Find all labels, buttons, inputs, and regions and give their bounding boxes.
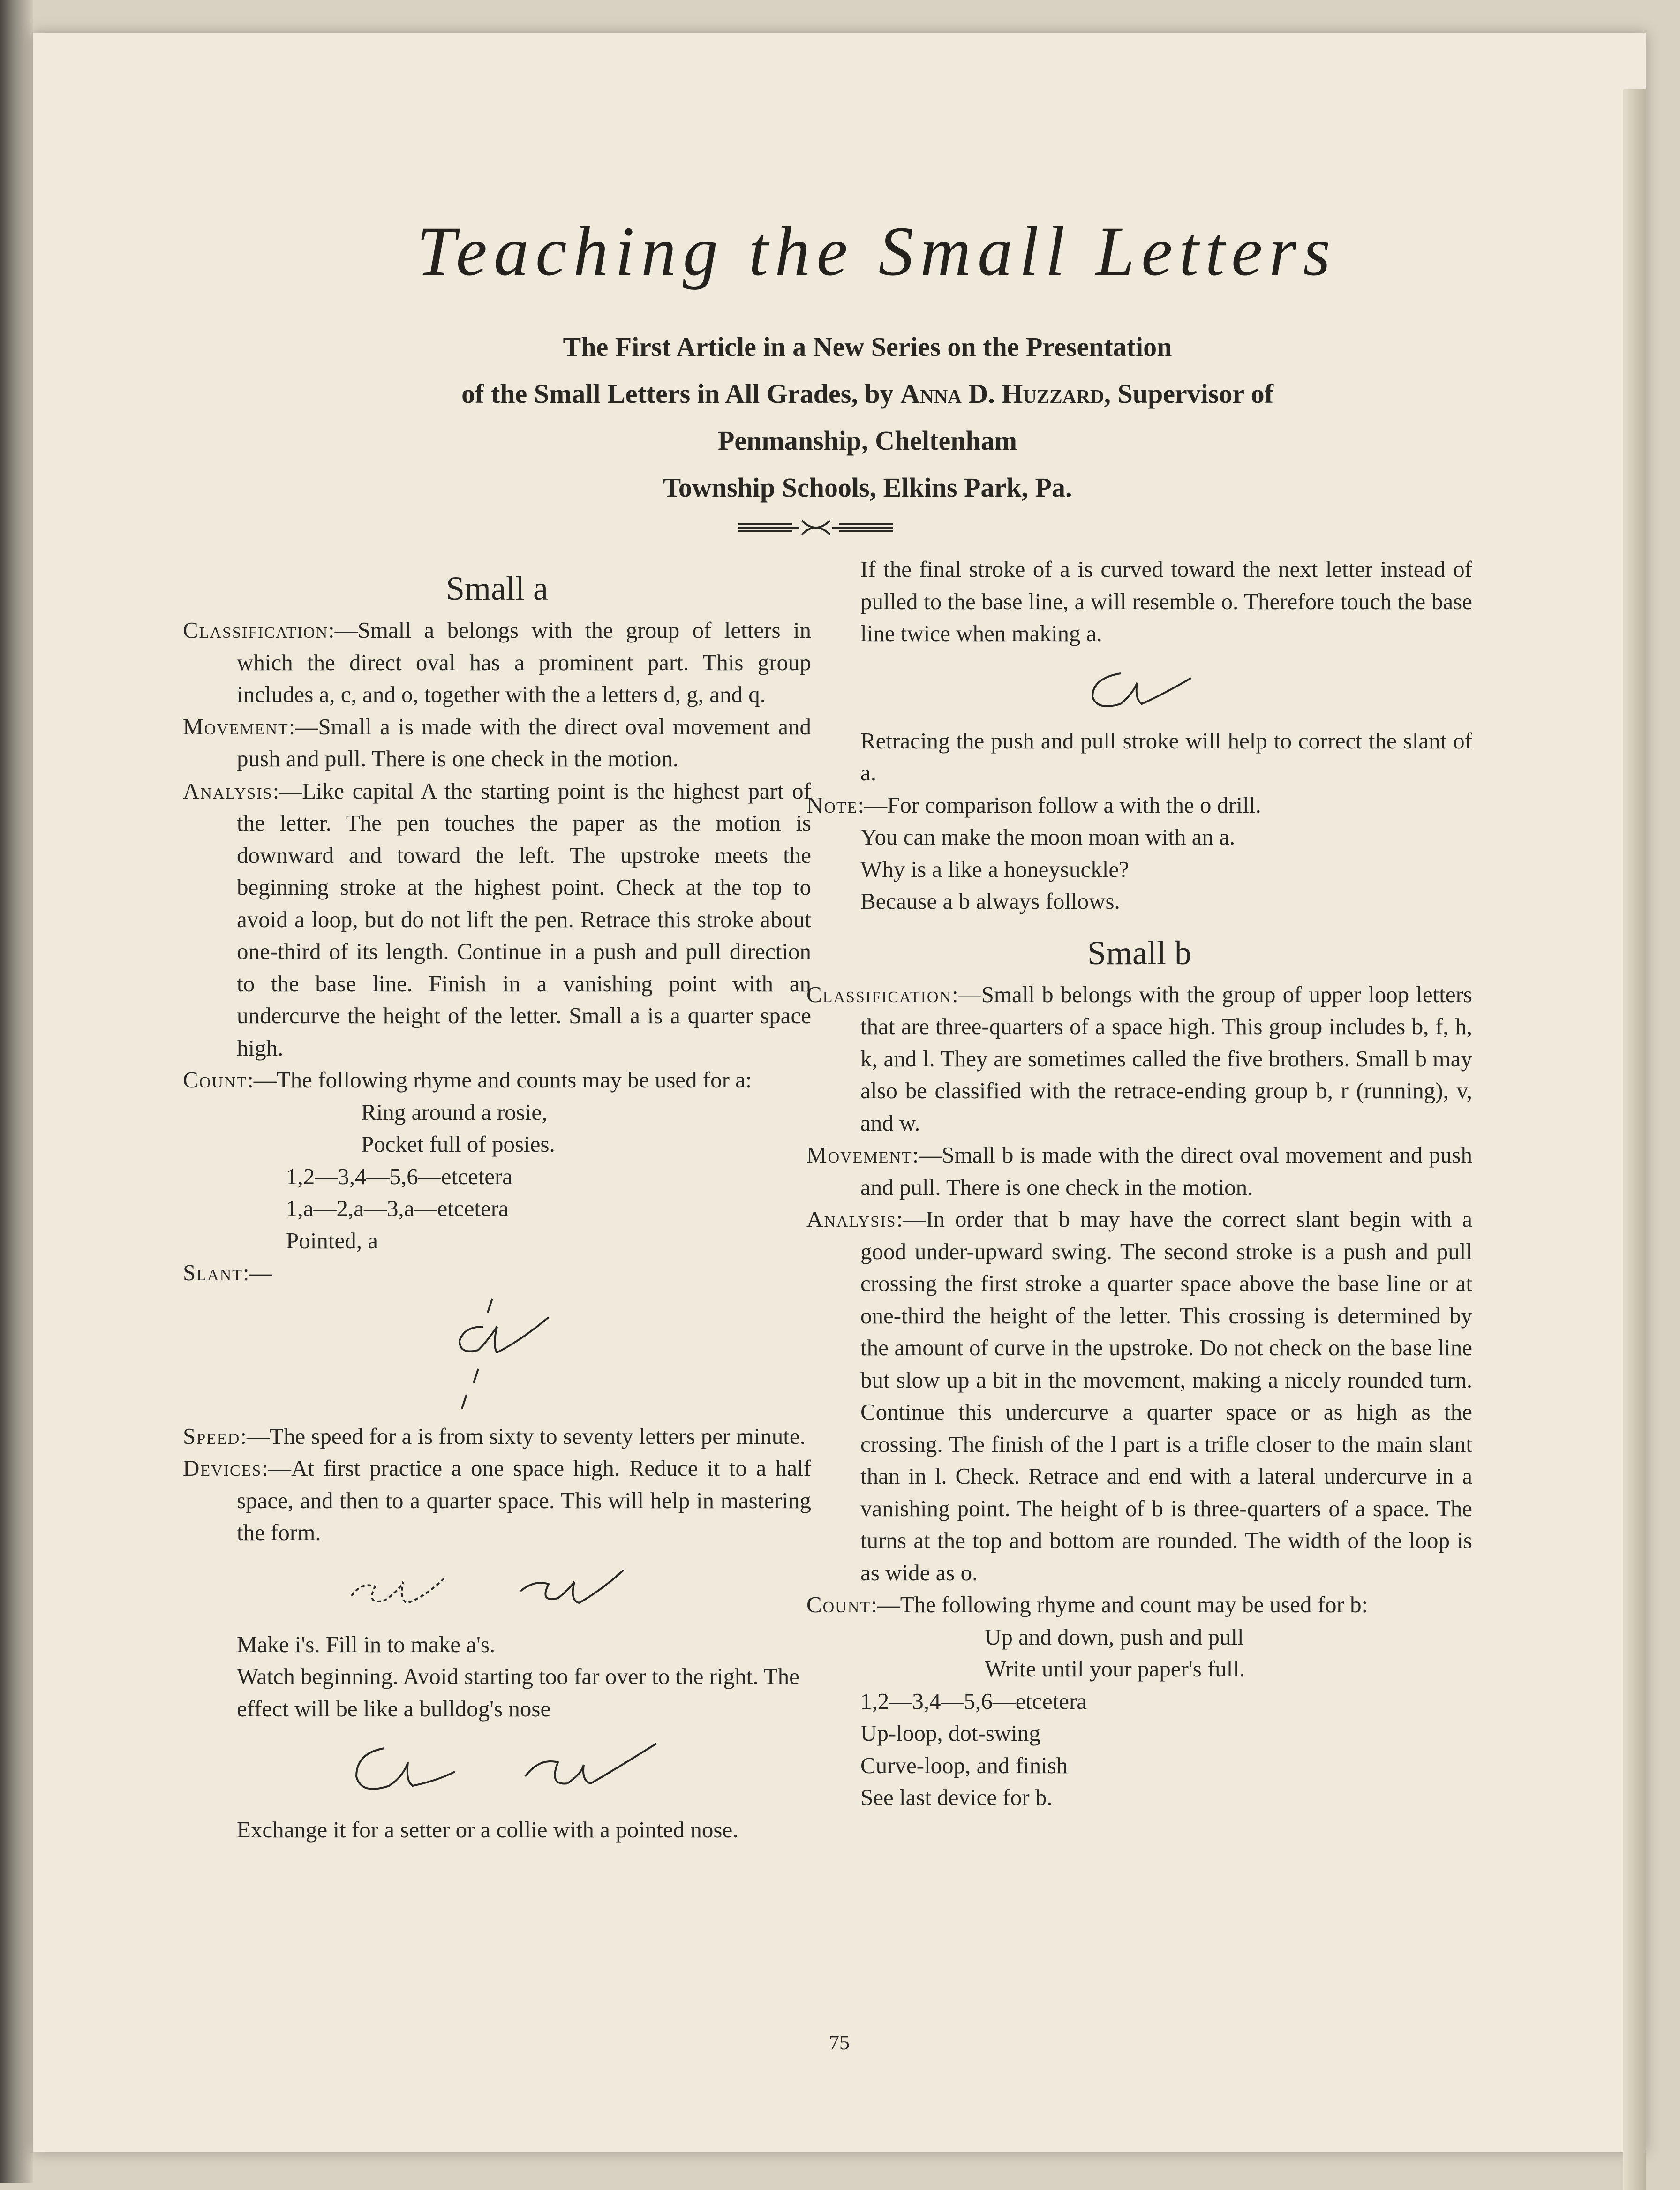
movement-a: Movement:—Small a is made with the direct oval movement and push and pull. There is one check in the motion. — [183, 713, 811, 771]
note-line: You can make the moon moan with an a. — [860, 824, 1236, 850]
rhyme-line: Ring around a rosie, — [361, 1099, 548, 1125]
small-b-heading: Small b — [1087, 934, 1191, 972]
count-line: 1,2—3,4—5,6—etcetera — [286, 1163, 513, 1189]
rhyme-line: Up and down, push and pull — [985, 1624, 1244, 1650]
slant-a: Slant:— — [183, 1260, 272, 1285]
note-a: Note:—For comparison follow a with the o drill. — [806, 792, 1261, 818]
book-page — [33, 33, 1646, 2152]
page-edge — [1623, 89, 1646, 2190]
right-column — [806, 553, 1472, 1814]
note-line: Why is a like a honeysuckle? — [860, 856, 1129, 882]
book-gutter — [0, 0, 33, 2183]
exchange-text: Exchange it for a setter or a collie with a pointed nose. — [237, 1817, 738, 1843]
count-a: Count:—The following rhyme and counts may be used for a: — [183, 1067, 752, 1093]
count-line: 1,2—3,4—5,6—etcetera — [860, 1688, 1087, 1714]
devices-a: Devices:—At first practice a one space high. Reduce it to a half space, and then to a quarter space. This will help in mastering the form. — [183, 1455, 811, 1545]
small-a-heading: Small a — [446, 570, 548, 607]
author-name: Anna D. Huzzard — [900, 378, 1104, 409]
nose-script-illustration — [328, 1729, 666, 1809]
count-b: Count:—The following rhyme and count may be used for b: — [806, 1592, 1368, 1617]
rhyme-line: Pocket full of posies. — [361, 1131, 555, 1157]
ornament-divider — [736, 516, 896, 539]
device-script-illustration — [333, 1554, 661, 1624]
device-line: Make i's. Fill in to make a's. — [237, 1631, 496, 1657]
device-line: Watch beginning. Avoid starting too far over to the right. The effect will be like a bulldog's nose — [237, 1663, 799, 1722]
retracing-text: Retracing the push and pull stroke will help to correct the slant of a. — [860, 727, 1472, 785]
final-stroke-text: If the final stroke of a is curved toward the next letter instead of pulled to the base line, a will resemble o. Therefore touch the base line twice when making a. — [860, 556, 1472, 646]
count-line: Curve-loop, and finish — [860, 1752, 1068, 1778]
article-subtitle: The First Article in a New Series on the Presentation of the Small Letters in All Grades, by Anna D. Huzzard, Supervisor of Penmanship, Cheltenham Township Schools, Elkins Park, Pa. — [461, 332, 1273, 503]
count-line: 1,a—2,a—3,a—etcetera — [286, 1195, 509, 1221]
movement-b: Movement:—Small b is made with the direct oval movement and push and pull. There is one check in the motion. — [806, 1142, 1472, 1200]
rhyme-line: Write until your paper's full. — [985, 1656, 1245, 1682]
slant-script-illustration — [427, 1294, 567, 1416]
count-line: Up-loop, dot-swing — [860, 1720, 1040, 1746]
speed-a: Speed:—The speed for a is from sixty to seventy letters per minute. — [183, 1423, 806, 1449]
note-line: Because a b always follows. — [860, 888, 1120, 914]
classification-a: Classification:—Small a belongs with the group of letters in which the direct oval has a prominent part. This group includes a, c, and o, together with the a letters d, g, and q. — [183, 617, 811, 707]
left-column — [183, 553, 811, 1846]
count-line: Pointed, a — [286, 1227, 378, 1254]
a-script-illustration — [1069, 655, 1210, 720]
analysis-a: Analysis:—Like capital A the starting point is the highest part of the letter. The pen touches the paper as the motion is downward and toward the left. The upstroke meets the beginning stroke at the highest point. Check at the top to avoid a loop, but do not lift the pen. Retrace this stroke about one-third of its length. Continue in a push and pull direction to the base line. Finish in a vanishing point with an undercurve the height of the letter. Small a is a quarter space high. — [183, 778, 811, 1061]
analysis-b: Analysis:—In order that b may have the correct slant begin with a good under-upward swing. The second stroke is a push and pull crossing the first stroke a quarter space above the base line or at one-third the height of the letter. This crossing is determined by the amount of curve in the upstroke. Do not check on the base line but slow up a bit in the movement, making a nicely rounded turn. Continue this undercurve a quarter space or as high as the crossing. The finish of the l part is a trifle closer to the main slant than in l. Check. Retrace and end with a lateral undercurve in a vanishing point. The height of b is three-quarters of a space. The turns at the top and bottom are rounded. The width of the loop is as wide as o. — [806, 1206, 1472, 1586]
article-title: Teaching the Small Letters — [416, 212, 1337, 290]
page-number: 75 — [829, 2031, 850, 2054]
classification-b: Classification:—Small b belongs with the group of upper loop letters that are three-quarters of a space high. This group includes b, f, h, k, and l. They are sometimes called the five brothers. Small b may also be classified with the retrace-ending group b, r (running), v, and w. — [806, 981, 1472, 1136]
count-line: See last device for b. — [860, 1784, 1053, 1810]
